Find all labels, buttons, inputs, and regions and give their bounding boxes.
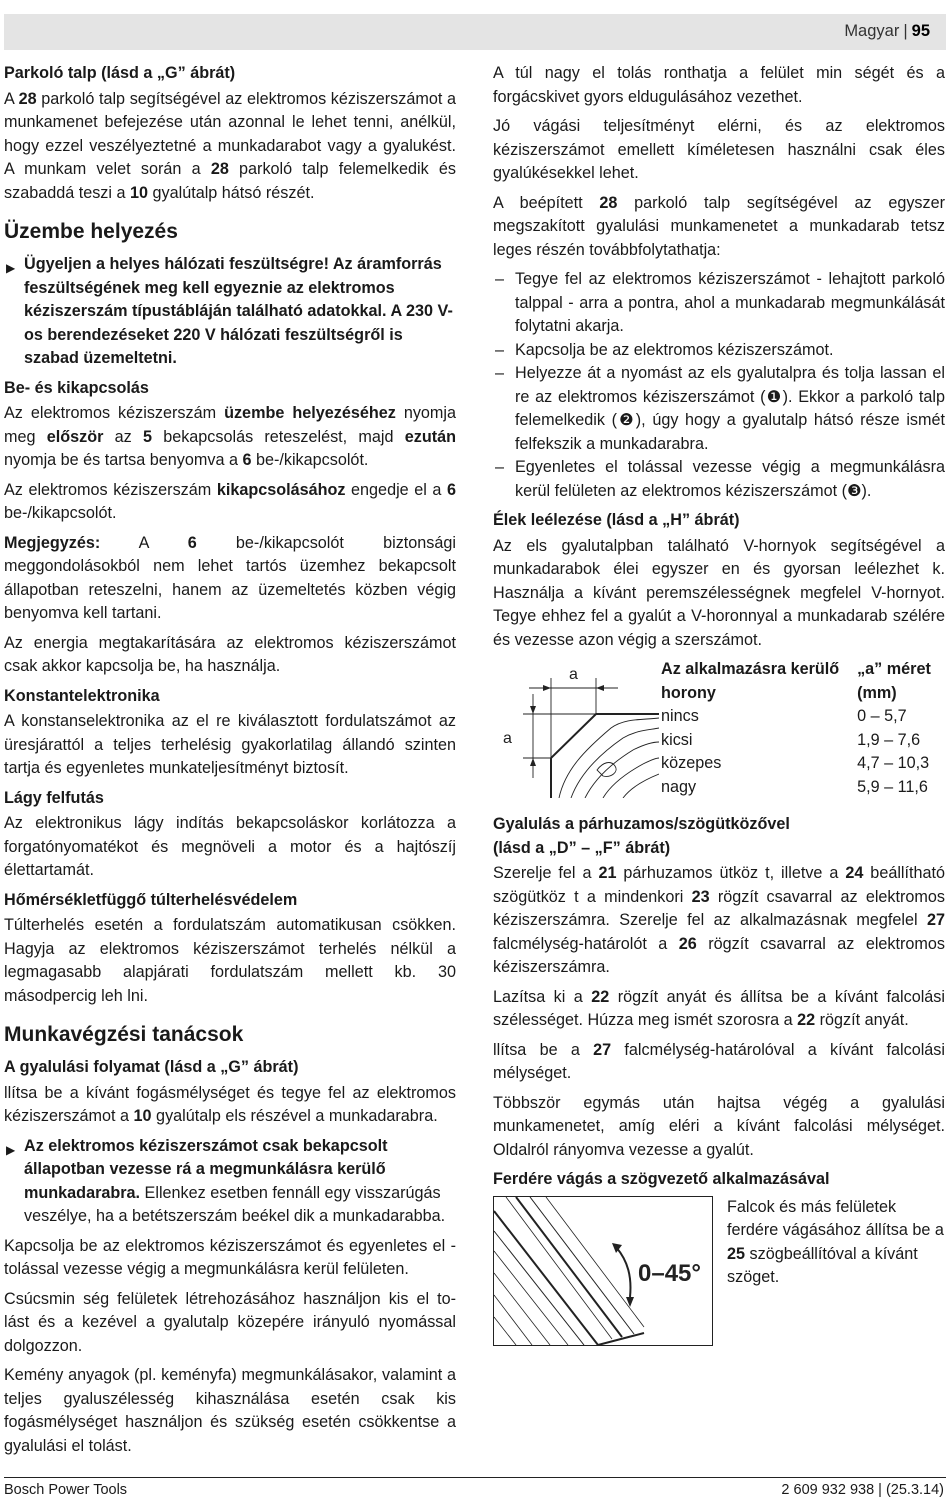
warning-bekapcsolt: ▶ Az elektromos kéziszerszámot csak bekapcsolt állapotban vezesse rá a megmunkálásra kerülő munkadarabra. Ellenkez esetben fennáll egy visszarúgás veszélye, ha a betétszerszám beékel dik a munkadarabba. bbox=[6, 1136, 446, 1225]
paragraph-be-ki-2: Az elektromos kéziszerszám kikapcsolásához engedje el a 6 be-/kikapcsolót. bbox=[4, 480, 456, 522]
paragraph-homerseklet: Túlterhelés esetén a fordulatszám automatikusan csökken. Hagyja az elektromos kéziszerszámot terhelés nélkül a legmagasabb alapjárati fordulatszám mellett kb. 30 másodpercig leh lni. bbox=[4, 916, 456, 1005]
warning-triangle-icon: ▶ bbox=[6, 261, 16, 275]
paragraph-energia: Az energia megtakarítására az elektromos kéziszerszámot csak akkor kapcsolja be, ha használja. bbox=[4, 633, 456, 675]
paragraph-parkolo: A 28 parkoló talp segítségével az elektromos kéziszerszámot a munkamenet befejezése után azonnal le lehet tenni, anélkül, hogy ezzel veszélyeztetné a munkadarabot vagy a gyalukést. A munkam velet során a 28 parkoló talp felemelkedik és szabaddá teszi a 10 gyalútalp hátsó részét. bbox=[4, 89, 457, 202]
footer-brand: Bosch Power Tools bbox=[4, 1482, 128, 1498]
footer-doc-number: 2 609 932 938 | (25.3.14) bbox=[781, 1482, 944, 1498]
section-title-gyalulasi: A gyalulási folyamat (lásd a „G” ábrát) bbox=[4, 1058, 299, 1076]
header-language: Magyar bbox=[844, 22, 900, 40]
section-title-parkolo: Parkoló talp (lásd a „G” ábrát) bbox=[4, 64, 236, 82]
left-column bbox=[4, 62, 456, 1464]
section-title-parhuzamos-ref: (lásd a „D” – „F” ábrát) bbox=[493, 838, 671, 857]
table-row: nagy 5,9 – 11,6 bbox=[661, 777, 928, 796]
angle-label: 0–45° bbox=[638, 1259, 701, 1287]
paragraph-vagasi: Jó vágási teljesítményt elérni, és az elektromos kéziszerszámot emellett kíméletesen használni csak éles gyalúkésekkel lehet. bbox=[493, 117, 945, 182]
vgroove-label-side: a bbox=[503, 730, 512, 747]
list-item: – Kapcsolja be az elektromos kéziszerszámot. bbox=[493, 339, 945, 363]
table-header: „a” méret (mm) bbox=[857, 660, 931, 702]
table-row: kicsi 1,9 – 7,6 bbox=[661, 730, 921, 749]
paragraph-parhuzamos-3: llítsa be a 27 falcmélység-határolóval a kívánt falcolási mélységet. bbox=[493, 1040, 945, 1082]
angle-figure bbox=[493, 1196, 713, 1346]
vgroove-label-top: a bbox=[569, 666, 578, 683]
section-title-parhuzamos: Gyalulás a párhuzamos/szögütközővel bbox=[493, 815, 790, 833]
steps-list bbox=[493, 268, 945, 503]
footer-divider bbox=[4, 1477, 946, 1478]
list-item: – Helyezze át a nyomást az els gyalutalpra és tolja lassan el re az elektromos kéziszerszámot (❶). Ekkor a parkoló talp felemelkedik (❷), úgy hogy a gyalutalp hátsó része ismét felfekszik a munkadarabra. bbox=[493, 362, 945, 456]
right-column bbox=[493, 62, 945, 1346]
paragraph-beepitett: A beépített 28 parkoló talp segítségével az egyszer megszakított gyalulási munkamenetet a munkadarab tetsz leges részén továbbfolytathatja: bbox=[493, 193, 946, 259]
paragraph-be-ki-1: Az elektromos kéziszerszám üzembe helyezéséhez nyomja meg először az 5 bekapcsolás reteszelést, majd ezután nyomja be és tartsa benyomva a 6 be-/kikapcsolót. bbox=[4, 404, 457, 469]
paragraph-elek: Az els gyalutalpban található V-hornyok segítségével a munkadarabok élei egyszer en és gyorsan leélezhet k. Használja a kívánt peremszélességnek megfelel V-hornyot. Tegye ehhez fel a gyalút a V-horonnyal a munkadarab szélére és vezesse azon végig a szerszámot. bbox=[493, 536, 945, 649]
angle-block bbox=[493, 1196, 945, 1346]
page-header bbox=[4, 14, 946, 50]
paragraph-gyalulasi-3: Csúcsmin ség felületek létrehozásához használjon kis el to-lást és a kezével a gyalutalp közepére irányuló nyomással dolgozzon. bbox=[4, 1289, 456, 1355]
paragraph-gyalulasi-4: Kemény anyagok (pl. keményfa) megmunkálásakor, valamint a teljes gyaluszélesség kihasználása esetén csak kis fogásmélységet használjon és szükség esetén csökkentse a gyalulási el tolást. bbox=[4, 1366, 456, 1455]
heading-uzembe-helyezes: Üzembe helyezés bbox=[4, 220, 178, 243]
paragraph-eltolas: A túl nagy el tolás ronthatja a felület min ségét és a forgácskivet gyors eldugulásához vezethet. bbox=[493, 64, 945, 106]
paragraph-konstant: A konstanselektronika az el re kiválasztott fordulatszámot az üresjárattól a teljes terhelésig gyakorlatilag állandó szinten tartja és egyenletes munkateljesítményt biztosít. bbox=[4, 712, 456, 777]
paragraph-gyalulasi-1: llítsa be a kívánt fogásmélységet és tegye fel az elektromos kéziszerszámot a 10 gyalútalp els részével a munkadarabra. bbox=[4, 1083, 456, 1125]
warning-triangle-icon: ▶ bbox=[6, 1142, 16, 1157]
table-row: nincs 0 – 5,7 bbox=[661, 707, 907, 725]
vgroove-block bbox=[493, 658, 945, 799]
header-separator: | bbox=[903, 22, 908, 40]
section-title-elek: Élek leélezése (lásd a „H” ábrát) bbox=[493, 511, 740, 529]
paragraph-megjegyzes: Megjegyzés: A 6 be-/kikapcsolót biztonsági meggondolásokból nem lehet tartós üzemhez bekapcsolt állapotban reteszelni, hanem az üzemeltetés közben végig benyomva kell tartani. bbox=[4, 533, 456, 622]
paragraph-parhuzamos-1: Szerelje fel a 21 párhuzamos ütköz t, illetve a 24 beállítható szögütköz t a mindenkori 23 rögzít csavarral az elektromos kéziszerszámra. Szerelje fel az alkalmazásnak megfelel 27 falcmélység-határolót a 26 rögzít csavarral az elektromos kéziszerszámra. bbox=[493, 864, 946, 976]
paragraph-ferde: Falcok és más felületek ferdére vágásához állítsa be a 25 szögbeállítóval a kívánt szöget. bbox=[727, 1197, 944, 1286]
page-number: 95 bbox=[911, 22, 930, 40]
section-title-be-ki: Be- és kikapcsolás bbox=[4, 378, 149, 397]
vgroove-table bbox=[661, 658, 945, 799]
heading-munkavegzesi: Munkavégzési tanácsok bbox=[4, 1023, 244, 1046]
paragraph-parhuzamos-4: Többször egymás után hajtsa végég a gyalulási munkamenetet, amíg eléri a kívánt falcolási mélységet. Oldalról rányomva vezesse a gyalút. bbox=[493, 1093, 945, 1159]
paragraph-parhuzamos-2: Lazítsa ki a 22 rögzít anyát és állítsa be a kívánt falcolási szélességet. Húzza meg ismét szorosra a 22 rögzít anyát. bbox=[493, 987, 945, 1029]
header-text bbox=[844, 22, 930, 41]
paragraph-lagy: Az elektronikus lágy indítás bekapcsoláskor korlátozza a forgatónyomatékot és megnöveli a motor és a hajtószíj élettartamát. bbox=[4, 814, 456, 879]
list-item: – Tegye fel az elektromos kéziszerszámot - lehajtott parkoló talppal - arra a pontra, ahol a munkadarab megmunkálását folytatni akarja. bbox=[493, 268, 945, 339]
list-item: – Egyenletes el tolással vezesse végig a megmunkálásra kerül felületen az elektromos kéziszerszámot (❸). bbox=[493, 456, 945, 503]
section-title-ferde: Ferdére vágás a szögvezető alkalmazásával bbox=[493, 1170, 830, 1188]
paragraph-gyalulasi-2: Kapcsolja be az elektromos kéziszerszámot és egyenletes el -tolással vezesse végig a megmunkálásra kerül felületen. bbox=[4, 1236, 456, 1278]
section-title-konstant: Konstantelektronika bbox=[4, 686, 160, 705]
table-header: Az alkalmazásra kerülő horony bbox=[661, 660, 840, 702]
section-title-lagy: Lágy felfutás bbox=[4, 788, 104, 807]
bevel-figure bbox=[494, 1197, 712, 1345]
section-title-homerseklet: Hőmérsékletfüggő túlterhelésvédelem bbox=[4, 890, 298, 909]
table-row: közepes 4,7 – 10,3 bbox=[661, 754, 930, 772]
warning-voltage: ▶ Ügyeljen a helyes hálózati feszültségre! Az áramforrás feszültségének meg kell egyeznie az elektromos kéziszerszám típustábláján található adatokkal. A 230 V-os berendezéseket 220 V hálózati feszültségről is szabad üzemeltetni. bbox=[6, 255, 453, 367]
vgroove-figure bbox=[493, 658, 659, 798]
